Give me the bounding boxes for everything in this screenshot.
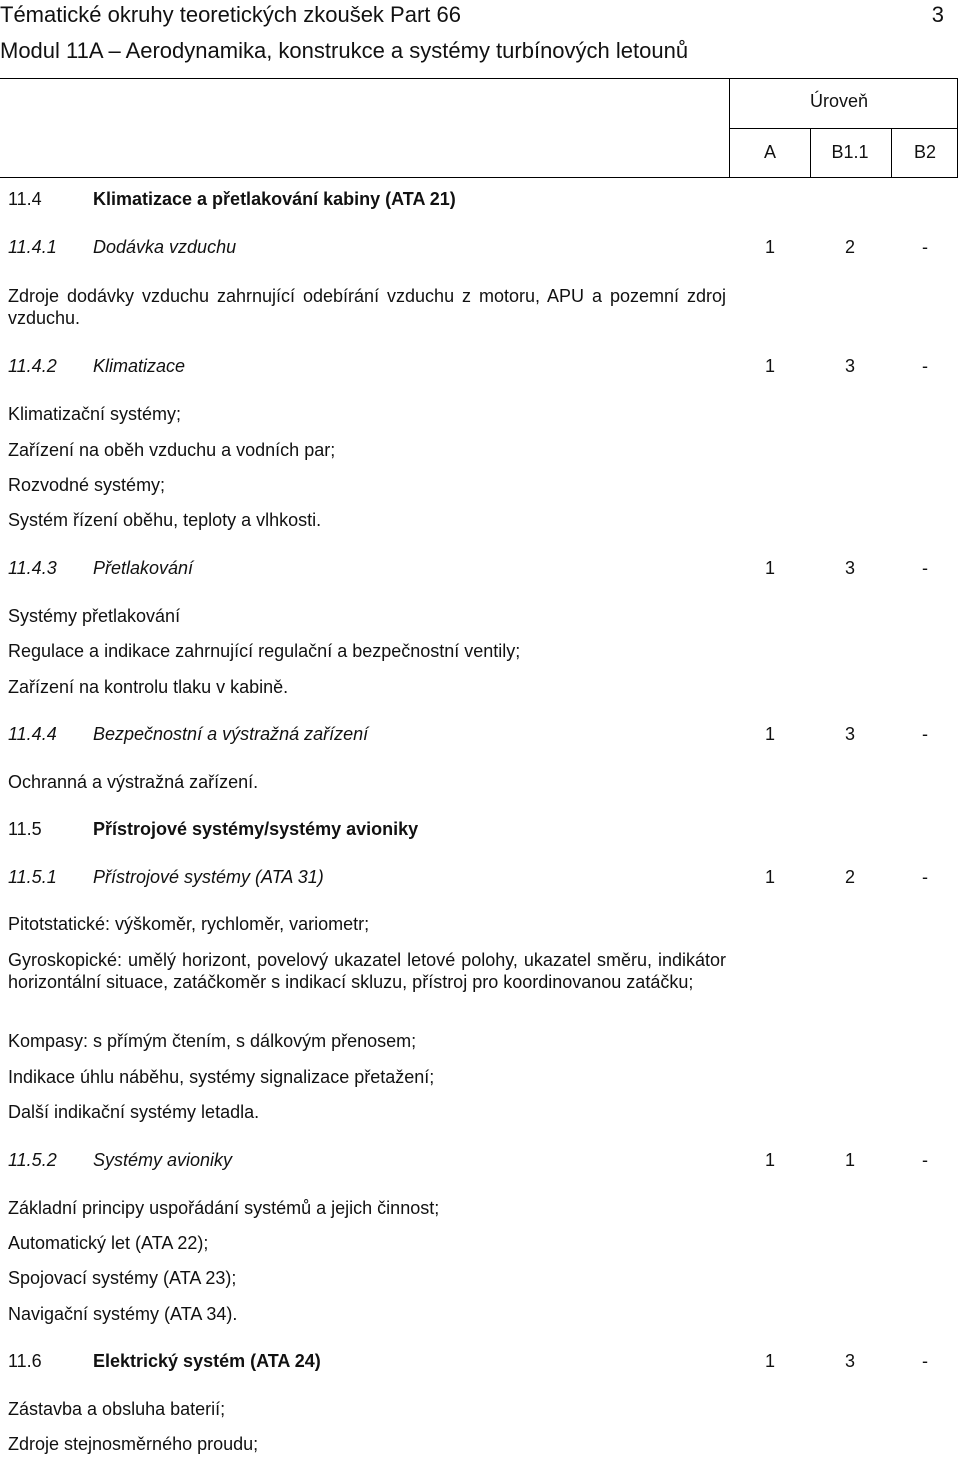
section-title: Klimatizace a přetlakování kabiny (ATA 21) — [93, 189, 456, 209]
col-b11-border — [891, 128, 892, 178]
section-number: 11.6 — [8, 1351, 42, 1371]
content-item: Zařízení na kontrolu tlaku v kabině. — [8, 677, 289, 697]
header-divider — [0, 78, 958, 79]
content-item: Zdroje stejnosměrného proudu; — [8, 1434, 259, 1454]
content-item: Indikace úhlu náběhu, systémy signalizace přetažení; — [8, 1067, 435, 1087]
content-item: Systémy přetlakování — [8, 606, 181, 626]
subsection-number: 11.4.3 — [8, 558, 57, 578]
subsection-number: 11.5.2 — [8, 1150, 57, 1170]
level-b11: 3 — [844, 1351, 855, 1371]
document-title: Tématické okruhy teoretických zkoušek Part 66 — [0, 2, 461, 27]
col-header-b11: B1.1 — [831, 142, 869, 162]
subsection-number: 11.4.4 — [8, 724, 57, 744]
content-item: Rozvodné systémy; — [8, 475, 166, 495]
table-header-bottom — [0, 177, 958, 178]
level-header: Úroveň — [810, 91, 869, 111]
subsection-title: Dodávka vzduchu — [93, 237, 237, 257]
subsection-title: Přístrojové systémy (ATA 31) — [93, 867, 324, 887]
subsection-number: 11.5.1 — [8, 867, 57, 887]
col-header-b2: B2 — [913, 142, 937, 162]
level-b11: 3 — [844, 724, 855, 744]
subsection-title: Bezpečnostní a výstražná zařízení — [93, 724, 369, 744]
level-b2: - — [922, 1150, 928, 1170]
content-item: Zástavba a obsluha baterií; — [8, 1399, 226, 1419]
subsection-title: Systémy avioniky — [93, 1150, 233, 1170]
level-b2: - — [922, 356, 928, 376]
module-title: Modul 11A – Aerodynamika, konstrukce a systémy turbínových letounů — [0, 38, 689, 63]
content-item: Pitotstatické: výškoměr, rychloměr, variometr; — [8, 914, 370, 934]
level-b2: - — [922, 1351, 928, 1371]
content-item: Automatický let (ATA 22); — [8, 1233, 209, 1253]
content-paragraph: Gyroskopické: umělý horizont, povelový ukazatel letové polohy, ukazatel směru, indikátor horizontální situace, zatáčkoměr s indikací skluzu, přístroj pro koordinovanou zatáčku; — [8, 950, 726, 992]
level-b11: 3 — [844, 558, 855, 578]
content-paragraph: Zdroje dodávky vzduchu zahrnující odebírání vzduchu z motoru, APU a pozemní zdroj vzduchu. — [8, 286, 726, 328]
content-item: Navigační systémy (ATA 34). — [8, 1304, 238, 1324]
level-a: 1 — [764, 237, 775, 257]
content-item: Kompasy: s přímým čtením, s dálkovým přenosem; — [8, 1031, 417, 1051]
level-b2: - — [922, 237, 928, 257]
subsection-number: 11.4.2 — [8, 356, 57, 376]
col-a-border — [810, 128, 811, 178]
section-title: Elektrický systém (ATA 24) — [93, 1351, 321, 1371]
level-b2: - — [922, 724, 928, 744]
level-a: 1 — [764, 1150, 775, 1170]
level-a: 1 — [764, 724, 775, 744]
content-item: Spojovací systémy (ATA 23); — [8, 1268, 237, 1288]
page-number: 3 — [931, 2, 944, 27]
content-item: Systém řízení oběhu, teploty a vlhkosti. — [8, 510, 322, 530]
level-subheader-divider — [729, 128, 958, 129]
col-header-a: A — [763, 142, 776, 162]
section-number: 11.4 — [8, 189, 42, 209]
level-a: 1 — [764, 356, 775, 376]
level-a: 1 — [764, 1351, 775, 1371]
subsection-number: 11.4.1 — [8, 237, 57, 257]
level-b11: 3 — [844, 356, 855, 376]
section-number: 11.5 — [8, 819, 42, 839]
section-title: Přístrojové systémy/systémy avioniky — [93, 819, 419, 839]
content-item: Základní principy uspořádání systémů a jejich činnost; — [8, 1198, 440, 1218]
level-a: 1 — [764, 867, 775, 887]
content-item: Další indikační systémy letadla. — [8, 1102, 260, 1122]
content-item: Regulace a indikace zahrnující regulační a bezpečnostní ventily; — [8, 641, 521, 661]
subsection-title: Přetlakování — [93, 558, 194, 578]
level-a: 1 — [764, 558, 775, 578]
subsection-title: Klimatizace — [93, 356, 186, 376]
level-b2: - — [922, 867, 928, 887]
content-item: Ochranná a výstražná zařízení. — [8, 772, 259, 792]
content-item: Klimatizační systémy; — [8, 404, 182, 424]
content-item: Zařízení na oběh vzduchu a vodních par; — [8, 440, 336, 460]
level-b11: 2 — [844, 237, 855, 257]
level-b2: - — [922, 558, 928, 578]
level-b11: 2 — [844, 867, 855, 887]
level-b11: 1 — [844, 1150, 855, 1170]
